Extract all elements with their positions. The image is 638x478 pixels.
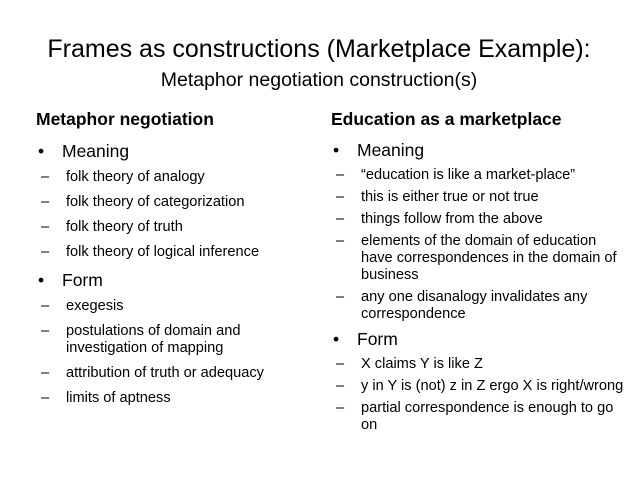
bullet-icon: • — [38, 141, 45, 161]
list-item-text: attribution of truth or adequacy — [66, 365, 264, 381]
list-item-text: “education is like a market-place” — [361, 167, 576, 183]
left-meaning-label — [36, 140, 316, 162]
right-column — [331, 108, 631, 439]
list-item-text: elements of the domain of education have correspondences in the domain of business — [361, 233, 617, 283]
list-item-text: postulations of domain and investigation of mapping — [66, 323, 241, 356]
list-item-text: exegesis — [66, 298, 124, 314]
left-meaning-list — [36, 169, 316, 261]
bullet-icon: • — [333, 329, 340, 349]
right-meaning-label-text: Meaning — [357, 140, 425, 160]
dash-icon: – — [41, 244, 50, 260]
dash-icon: – — [41, 194, 50, 210]
left-form-label — [36, 269, 316, 291]
left-column — [36, 108, 316, 415]
list-item — [36, 323, 316, 357]
right-meaning-list — [331, 167, 631, 323]
list-item-text: folk theory of analogy — [66, 169, 205, 185]
dash-icon: – — [336, 211, 345, 227]
list-item-text: things follow from the above — [361, 211, 543, 227]
list-item-text: y in Y is (not) z in Z ergo X is right/wrong — [361, 378, 624, 394]
dash-icon: – — [336, 189, 345, 205]
dash-icon: – — [336, 400, 345, 416]
list-item — [36, 244, 316, 261]
list-item-text: partial correspondence is enough to go on — [361, 400, 614, 433]
list-item — [36, 365, 316, 382]
list-item-text: X claims Y is like Z — [361, 356, 483, 372]
list-item — [331, 167, 631, 184]
slide-subtitle: Metaphor negotiation construction(s) — [160, 69, 478, 91]
list-item-text: folk theory of categorization — [66, 194, 245, 210]
right-form-label — [331, 328, 631, 350]
bullet-icon: • — [38, 270, 45, 290]
left-meaning-label-text: Meaning — [62, 141, 130, 161]
right-meaning-label — [331, 139, 631, 161]
list-item-text: limits of aptness — [66, 390, 171, 406]
dash-icon: – — [41, 298, 50, 314]
list-item — [331, 378, 631, 395]
list-item — [36, 390, 316, 407]
left-form-label-text: Form — [62, 270, 103, 290]
list-item — [331, 189, 631, 206]
list-item — [36, 219, 316, 236]
dash-icon: – — [336, 233, 345, 249]
dash-icon: – — [41, 390, 50, 406]
dash-icon: – — [336, 356, 345, 372]
bullet-icon: • — [333, 140, 340, 160]
list-item — [331, 233, 631, 284]
list-item — [36, 169, 316, 186]
list-item — [331, 400, 631, 434]
dash-icon: – — [336, 167, 345, 183]
list-item-text: folk theory of logical inference — [66, 244, 260, 260]
dash-icon: – — [336, 378, 345, 394]
list-item-text: folk theory of truth — [66, 219, 183, 235]
list-item — [331, 211, 631, 228]
slide-title: Frames as constructions (Marketplace Example): — [47, 35, 591, 63]
right-column-heading: Education as a marketplace — [331, 109, 562, 129]
list-item-text: any one disanalogy invalidates any correspondence — [361, 289, 588, 322]
list-item — [36, 298, 316, 315]
dash-icon: – — [41, 219, 50, 235]
left-column-heading: Metaphor negotiation — [36, 109, 214, 129]
right-form-list — [331, 356, 631, 434]
list-item — [331, 356, 631, 373]
list-item — [331, 289, 631, 323]
dash-icon: – — [41, 365, 50, 381]
dash-icon: – — [41, 169, 50, 185]
list-item — [36, 194, 316, 211]
list-item-text: this is either true or not true — [361, 189, 539, 205]
right-form-label-text: Form — [357, 329, 398, 349]
dash-icon: – — [41, 323, 50, 339]
left-form-list — [36, 298, 316, 407]
dash-icon: – — [336, 289, 345, 305]
